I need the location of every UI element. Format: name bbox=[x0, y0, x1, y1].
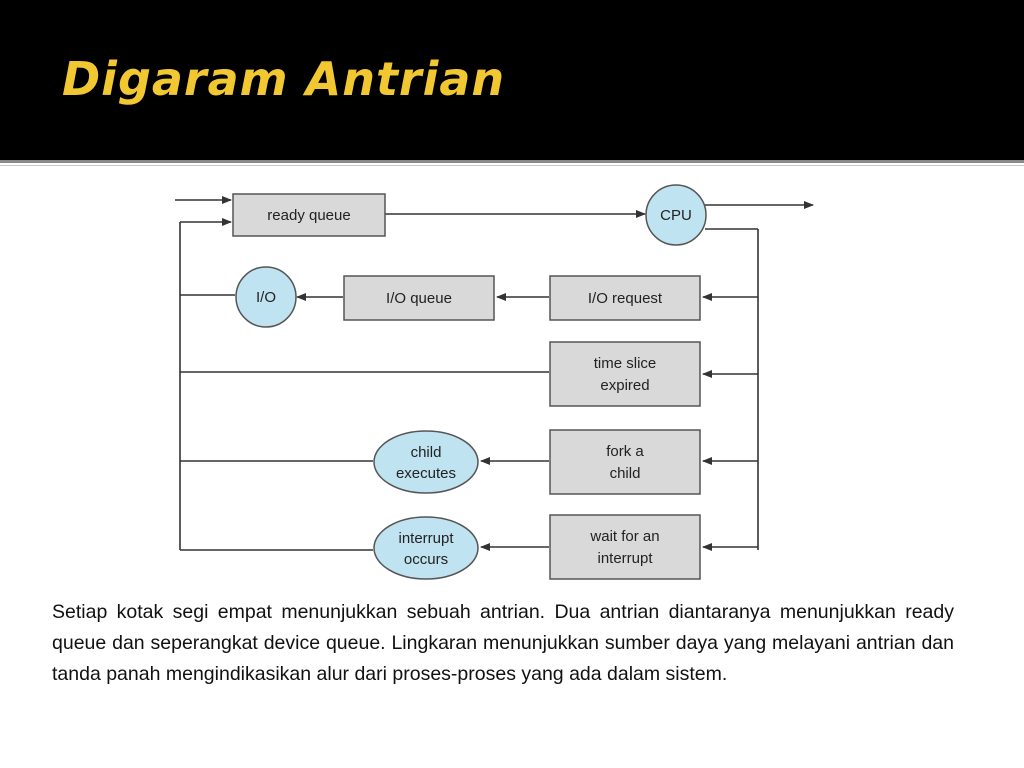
child-executes-ellipse bbox=[374, 431, 478, 493]
fork-child-box bbox=[550, 430, 700, 494]
time-slice-label-line1: time slice bbox=[593, 355, 657, 372]
time-slice-box bbox=[550, 342, 700, 406]
io-queue-box bbox=[344, 276, 494, 320]
header-divider-thin bbox=[0, 165, 1024, 166]
fork-label-line1: fork a bbox=[606, 443, 644, 460]
slide-title: Digaram Antrian bbox=[62, 52, 506, 106]
cpu-label: CPU bbox=[660, 207, 692, 224]
wait-interrupt-box bbox=[550, 515, 700, 579]
child-label-line1: child bbox=[410, 444, 442, 461]
slide-header bbox=[0, 0, 1024, 160]
header-divider bbox=[0, 160, 1024, 163]
time-slice-label-line2: expired bbox=[600, 377, 650, 394]
interrupt-label-line1: interrupt bbox=[398, 530, 454, 547]
wait-label-line1: wait for an bbox=[590, 528, 660, 545]
wait-label-line2: interrupt bbox=[597, 550, 653, 567]
interrupt-label-line2: occurs bbox=[403, 551, 449, 568]
fork-label-line2: child bbox=[609, 465, 641, 482]
child-label-line2: executes bbox=[395, 465, 457, 482]
interrupt-occurs-ellipse bbox=[374, 517, 478, 579]
ready-queue-box bbox=[233, 194, 385, 236]
io-circle bbox=[236, 267, 296, 327]
io-queue-label: I/O queue bbox=[386, 290, 452, 307]
io-label: I/O bbox=[255, 289, 277, 306]
cpu-circle bbox=[646, 185, 706, 245]
ready-queue-label: ready queue bbox=[267, 207, 351, 224]
io-request-box bbox=[550, 276, 700, 320]
queue-diagram bbox=[163, 178, 823, 580]
io-request-label: I/O request bbox=[587, 290, 663, 307]
slide-description: Setiap kotak segi empat menunjukkan sebuah antrian. Dua antrian diantaranya menunjukkan ready queue dan seperangkat device queue. Lingkaran menunjukkan sumber daya yang melayani antrian dan tanda panah mengindikasikan alur dari proses-proses yang ada dalam sistem. bbox=[52, 601, 954, 685]
